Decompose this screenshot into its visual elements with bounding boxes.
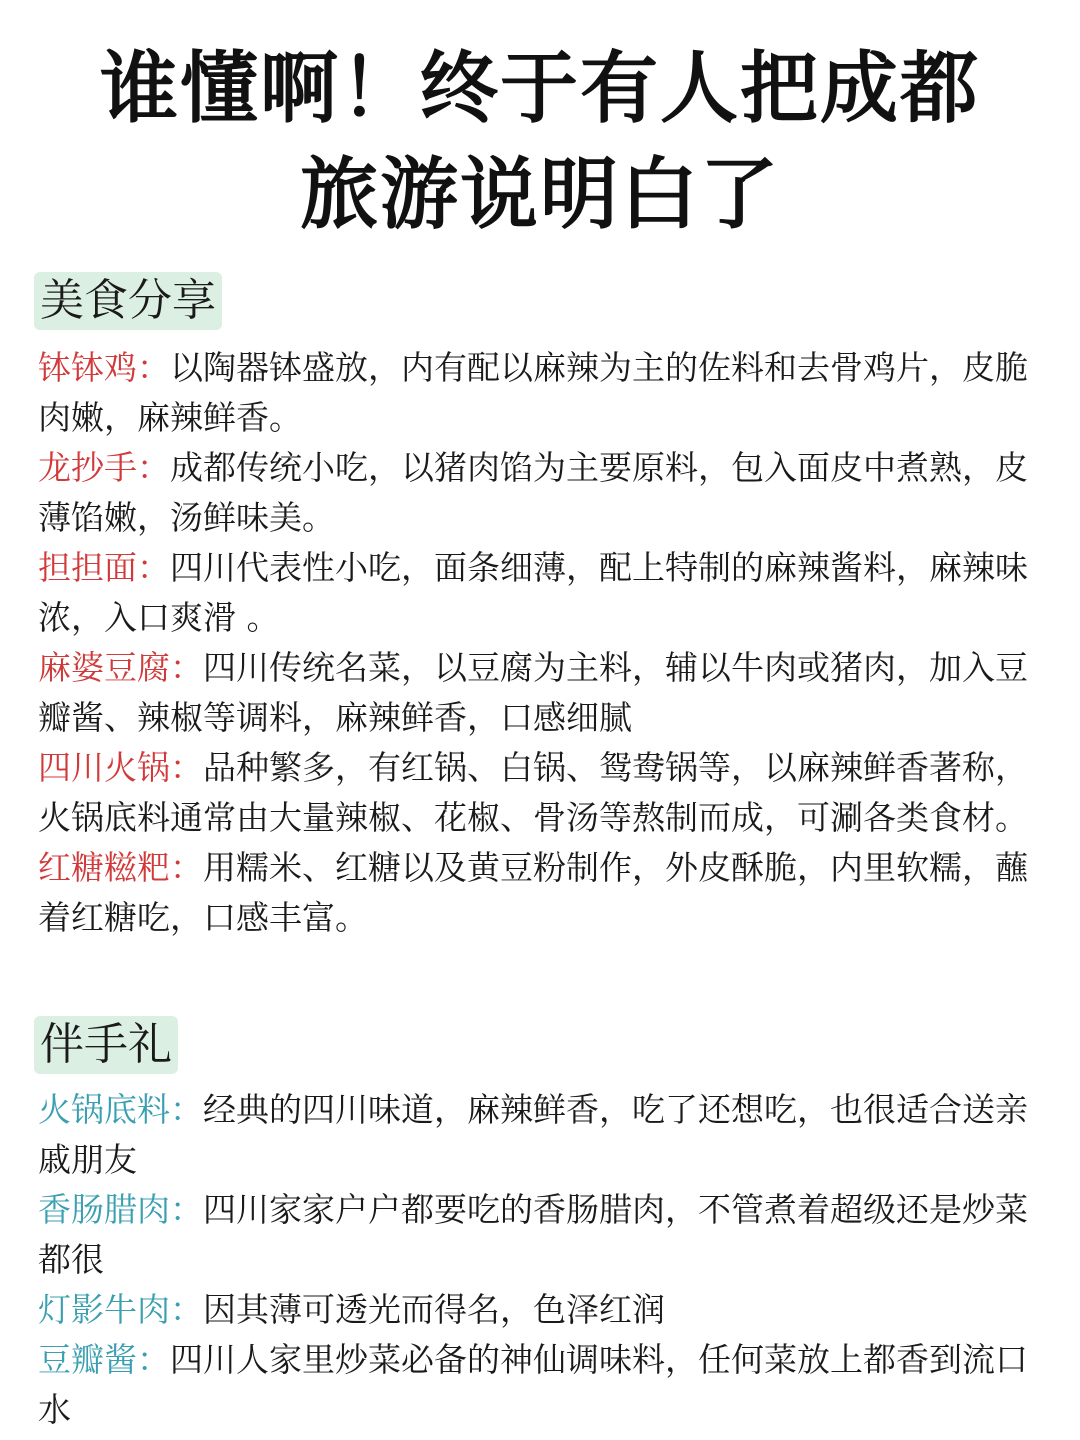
food-item-name: 龙抄手： (38, 448, 170, 487)
food-item-desc: 成都传统小吃，以猪肉馅为主要原料，包入面皮中煮熟，皮薄馅嫩，汤鲜味美。 (38, 448, 1028, 537)
food-section-heading: 美食分享 (34, 272, 222, 330)
gift-item-hotpot-base (38, 1085, 1050, 1185)
gift-item-name: 香肠腊肉： (38, 1190, 203, 1229)
title-line-2: 旅游说明白了 (299, 150, 780, 240)
food-item-hotpot (38, 743, 1050, 843)
gift-item-dengying-beef (38, 1285, 1050, 1335)
gift-item-desc: 四川家家户户都要吃的香肠腊肉，不管煮着超级还是炒菜都很 (38, 1190, 1028, 1279)
gift-item-desc: 因其薄可透光而得名，色泽红润 (203, 1290, 665, 1329)
food-item-name: 麻婆豆腐： (38, 648, 203, 687)
food-item-brown-sugar-ciba (38, 843, 1050, 943)
gift-item-desc: 经典的四川味道，麻辣鲜香，吃了还想吃，也很适合送亲戚朋友 (38, 1090, 1028, 1179)
food-item-name: 四川火锅： (38, 748, 203, 787)
food-item-wonton (38, 443, 1050, 543)
gift-item-name: 豆瓣酱： (38, 1340, 170, 1379)
gift-item-doubanjiang (38, 1335, 1050, 1435)
food-item-desc: 用糯米、红糖以及黄豆粉制作，外皮酥脆，内里软糯，蘸着红糖吃，口感丰富。 (38, 848, 1028, 937)
food-item-desc: 四川传统名菜，以豆腐为主料，辅以牛肉或猪肉，加入豆瓣酱、辣椒等调料，麻辣鲜香，口感细腻 (38, 648, 1028, 737)
title-line-1: 谁懂啊！终于有人把成都 (99, 44, 980, 134)
food-item-bobo-chicken (38, 343, 1050, 443)
food-item-name: 钵钵鸡： (38, 348, 170, 387)
food-item-desc: 四川代表性小吃，面条细薄，配上特制的麻辣酱料，麻辣味浓，入口爽滑 。 (38, 548, 1028, 637)
food-item-name: 红糖糍粑： (38, 848, 203, 887)
gift-section-heading: 伴手礼 (34, 1016, 178, 1074)
page-title (0, 36, 1080, 248)
food-item-desc: 以陶器钵盛放，内有配以麻辣为主的佐料和去骨鸡片，皮脆肉嫩，麻辣鲜香。 (38, 348, 1028, 437)
food-item-dandan-noodles (38, 543, 1050, 643)
food-item-name: 担担面： (38, 548, 170, 587)
food-item-desc: 品种繁多，有红锅、白锅、鸳鸯锅等，以麻辣鲜香著称，火锅底料通常由大量辣椒、花椒、骨汤等熬制而成，可涮各类食材。 (38, 748, 1028, 837)
gift-item-name: 火锅底料： (38, 1090, 203, 1129)
gift-item-name: 灯影牛肉： (38, 1290, 203, 1329)
food-item-mapo-tofu (38, 643, 1050, 743)
gift-item-desc: 四川人家里炒菜必备的神仙调味料，任何菜放上都香到流口水 (38, 1340, 1028, 1429)
gift-list (38, 1085, 1050, 1435)
gift-item-sausage-bacon (38, 1185, 1050, 1285)
food-list (38, 343, 1050, 943)
